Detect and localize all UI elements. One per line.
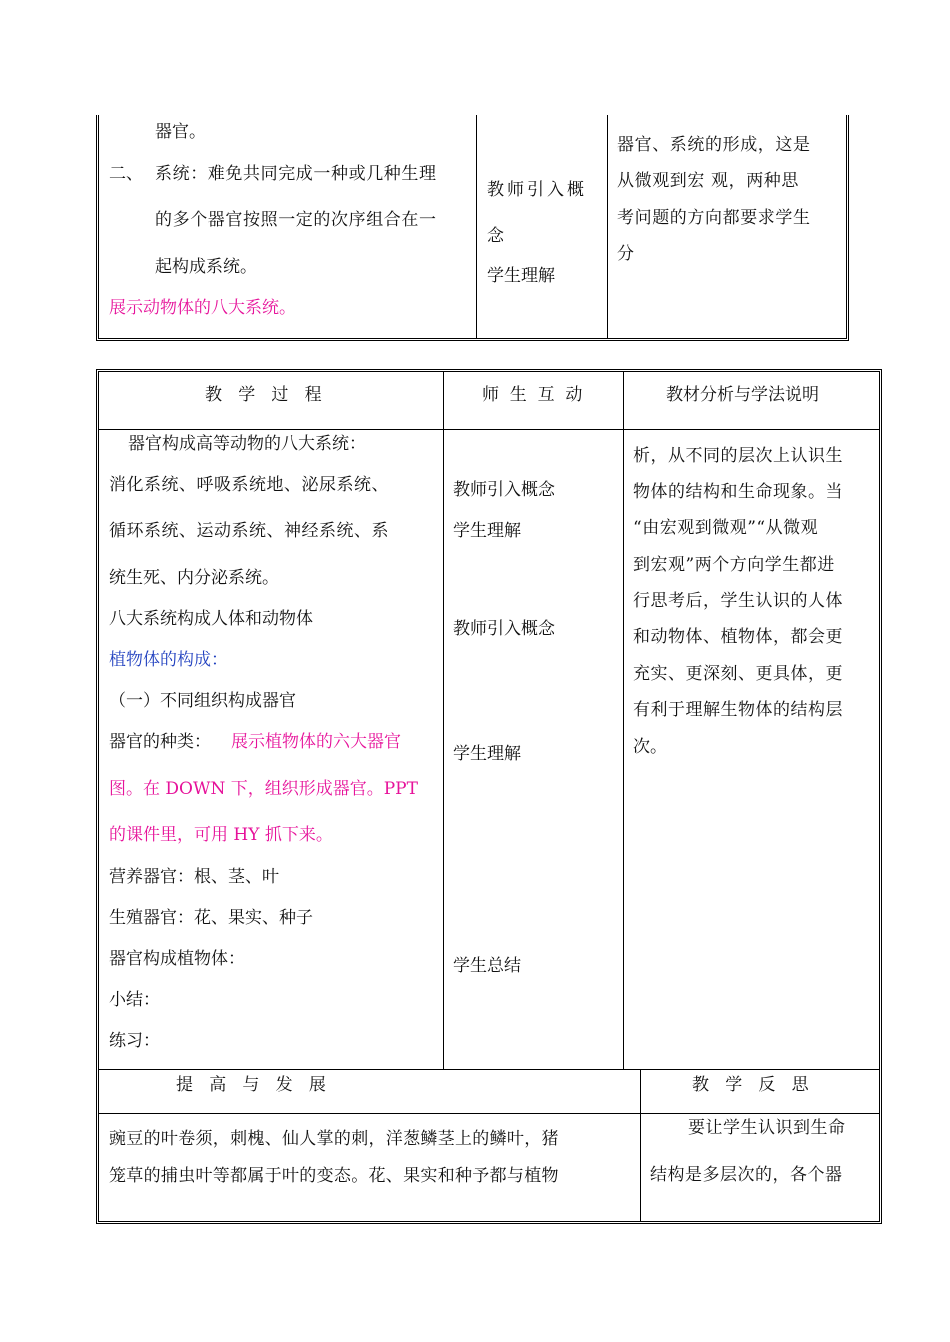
reflect-line-1: 结构是多层次的，各个器 <box>650 1165 843 1185</box>
col3-line-7: 有利于理解生物体的结构层 <box>633 700 843 720</box>
top-col1-line5: 展示动物体的八大系统。 <box>109 298 296 318</box>
top-col1-line2-num: 二、 <box>109 164 143 184</box>
top-col3-line3: 考问题的方向都要求学生 <box>617 208 811 228</box>
col1-line-10: 的课件里，可用 HY 抓下来。 <box>109 825 333 845</box>
top-col3-line1: 器官、系统的形成，这是 <box>617 135 811 155</box>
develop-line-1: 笼草的捕虫叶等都属于叶的变态。花、果实和种予都与植物 <box>109 1166 559 1186</box>
col1-line-6: （一）不同组织构成器官 <box>109 691 296 711</box>
col1-line-9: 图。在 DOWN 下，组织形成器官。PPT <box>109 779 418 799</box>
col2-line-0: 教师引入概念 <box>453 480 555 500</box>
top-col3-line2: 从微观到宏 观，两种思 <box>617 171 800 191</box>
col2-line-2: 教师引入概念 <box>453 619 555 639</box>
top-col1-line3: 的多个器官按照一定的次序组合在一 <box>155 210 437 230</box>
top-table-divider-2 <box>607 115 608 338</box>
col1-line-7: 器官的种类： <box>109 732 211 752</box>
col2-line-4: 学生总结 <box>453 956 521 976</box>
col3-line-8: 次。 <box>633 737 667 757</box>
col1-line-0: 器官构成高等动物的八大系统： <box>128 434 366 454</box>
develop-line-0: 豌豆的叶卷须，刺槐、仙人掌的刺，洋葱鳞茎上的鳞叶，猪 <box>109 1129 559 1149</box>
col1-line-1: 消化系统、呼吸系统地、泌尿系统、 <box>109 475 389 495</box>
header-interaction: 师 生 互 动 <box>482 385 583 405</box>
col1-line-3: 统生死、内分泌系统。 <box>109 568 279 588</box>
top-col2-line1: 教师引入概 <box>487 180 587 200</box>
col3-line-4: 行思考后，学生认识的人体 <box>633 591 843 611</box>
col1-line-15: 练习： <box>109 1031 160 1051</box>
col3-line-6: 充实、更深刻、更具体，更 <box>633 664 843 684</box>
col2-line-3: 学生理解 <box>453 744 521 764</box>
col1-line-12: 生殖器官：花、果实、种子 <box>109 908 313 928</box>
header-process: 教 学 过 程 <box>205 385 322 405</box>
col3-line-1: 物体的结构和生命现象。当 <box>633 482 843 502</box>
top-col2-line2: 念 <box>487 226 504 246</box>
col2-line-1: 学生理解 <box>453 521 521 541</box>
bottom-header-separator <box>99 1113 879 1114</box>
col1-line-13: 器官构成植物体： <box>109 949 245 969</box>
top-col3-line4: 分 <box>617 244 634 264</box>
col3-line-2: “由宏观到微观”“从微观 <box>633 518 819 538</box>
bottom-col-divider <box>640 1069 641 1221</box>
col3-line-3: 到宏观”两个方向学生都进 <box>633 555 835 575</box>
top-col1-line1: 器官。 <box>155 122 206 142</box>
main-header-separator <box>99 429 879 430</box>
header-analysis: 教材分析与学法说明 <box>666 385 819 405</box>
header-develop: 提 高 与 发 展 <box>176 1075 326 1095</box>
col1-line-4: 八大系统构成人体和动物体 <box>109 609 313 629</box>
col1-line-2: 循环系统、运动系统、神经系统、系 <box>109 521 389 541</box>
col3-line-0: 析，从不同的层次上认识生 <box>633 446 843 466</box>
main-col-divider-1 <box>443 372 444 1069</box>
top-col1-line4: 起构成系统。 <box>155 257 257 277</box>
main-col-divider-2 <box>623 372 624 1069</box>
col1-line-11: 营养器官：根、茎、叶 <box>109 867 279 887</box>
col1-line-14: 小结： <box>109 990 160 1010</box>
reflect-line-0: 要让学生认识到生命 <box>688 1118 846 1138</box>
top-table-divider-1 <box>476 115 477 338</box>
header-reflect: 教 学 反 思 <box>692 1075 809 1095</box>
top-col2-line3: 学生理解 <box>487 266 555 286</box>
col3-line-5: 和动物体、植物体，都会更 <box>633 627 843 647</box>
bottom-section-top <box>99 1069 879 1070</box>
top-col1-line2: 系统：难免共同完成一种或几种生理 <box>155 164 437 184</box>
col1-line-7-highlight: 展示植物体的六大器官 <box>231 732 401 752</box>
col1-line-5: 植物体的构成： <box>109 650 228 670</box>
